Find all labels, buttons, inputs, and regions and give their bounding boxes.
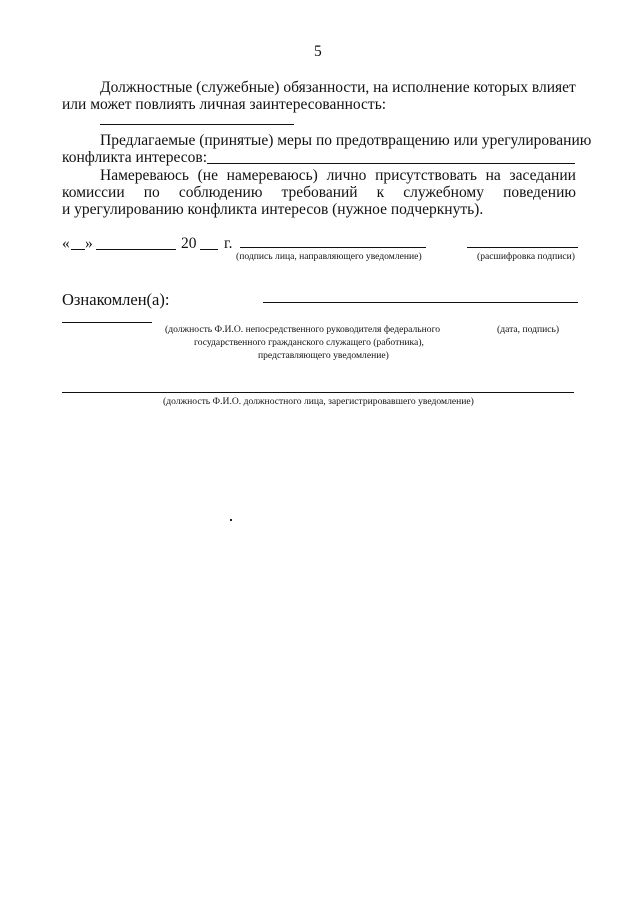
manager-caption-line-1: (должность Ф.И.О. непосредственного руководителя федерального [165, 324, 441, 335]
decoding-blank-line [467, 247, 578, 248]
decoding-caption: (расшифровка подписи) [477, 251, 575, 262]
intention-word: по [143, 184, 160, 201]
signature-blank-line [240, 247, 426, 248]
date-day-blank [71, 249, 85, 250]
intention-word: требований [281, 184, 358, 201]
date-year-blank [200, 249, 218, 250]
intention-word: Намереваюсь [100, 167, 189, 184]
intention-word: комиссии [62, 184, 125, 201]
manager-caption-line-3: представляющего уведомление) [258, 350, 389, 361]
registrar-blank-line [62, 392, 574, 393]
manager-caption-line-2: государственного гражданского служащего (работника), [194, 337, 424, 348]
scan-speck [230, 519, 232, 521]
duties-line-2: или может повлиять личная заинтересованность: [62, 96, 387, 113]
intention-word: намереваюсь) [226, 167, 318, 184]
intention-word: присутствовать [375, 167, 477, 184]
date-quote-close: » [85, 235, 93, 252]
registrar-caption: (должность Ф.И.О. должностного лица, зарегистрировавшего уведомление) [163, 396, 474, 407]
date-month-blank [96, 249, 176, 250]
acknowledged-short-line [62, 322, 152, 323]
measures-line-2: конфликта интересов: [62, 149, 208, 166]
measures-line-1: Предлагаемые (принятые) меры по предотвращению или урегулированию [100, 132, 592, 149]
intention-word: соблюдению [178, 184, 263, 201]
intention-word: (не [197, 167, 218, 184]
intention-word: на [485, 167, 501, 184]
date-year-suffix: г. [224, 235, 233, 252]
intention-word: заседании [509, 167, 576, 184]
date-year-prefix: 20 [181, 235, 197, 252]
page-number: 5 [314, 43, 322, 60]
date-signature-caption: (дата, подпись) [497, 324, 560, 335]
intention-word: служебному [403, 184, 484, 201]
measures-blank-line [207, 163, 575, 164]
duties-line-1: Должностные (служебные) обязанности, на исполнение которых влияет [100, 79, 576, 96]
intention-line-3: и урегулированию конфликта интересов (нужное подчеркнуть). [62, 201, 484, 218]
signature-caption: (подпись лица, направляющего уведомление) [236, 251, 422, 262]
duties-blank-line [100, 124, 294, 125]
date-quote-open: « [62, 235, 70, 252]
intention-word: к [376, 184, 385, 201]
acknowledged-label: Ознакомлен(а): [62, 290, 170, 309]
intention-word: поведению [503, 184, 576, 201]
acknowledged-blank-line [263, 302, 578, 303]
intention-word: лично [326, 167, 367, 184]
